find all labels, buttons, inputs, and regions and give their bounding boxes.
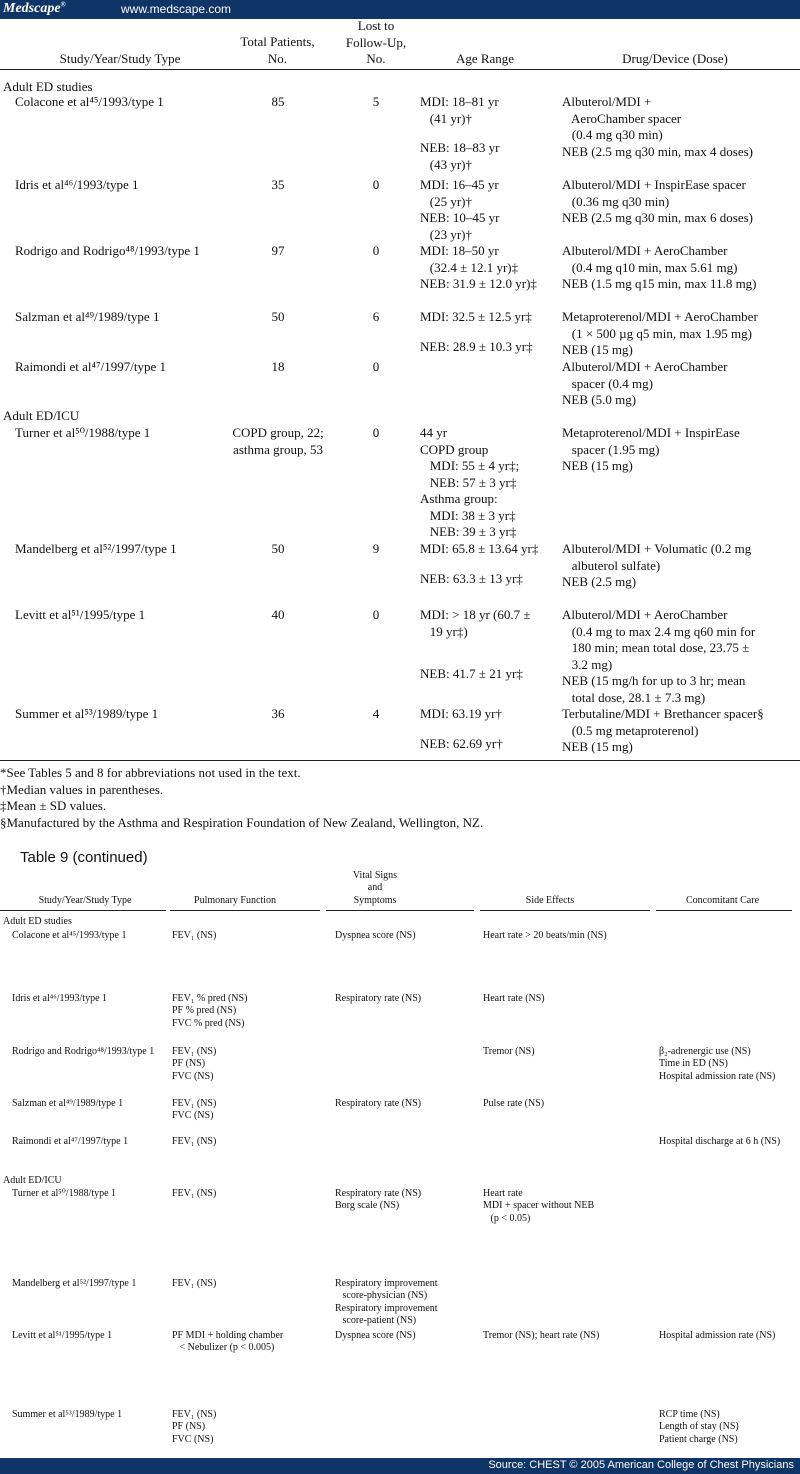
cell-vital (335, 1278, 437, 1328)
cell-drug-line: NEB (5.0 mg) (562, 392, 637, 407)
cell-pulm-line: FVC % pred (NS) (172, 1017, 245, 1029)
cell-pulm (172, 930, 216, 942)
cell-lost: 0 (372, 359, 380, 374)
group-label: Adult ED/ICU (3, 1175, 62, 1186)
cell-pulm (172, 1330, 283, 1355)
cell-age (420, 177, 499, 243)
cell-age-line: (23 yr)† (420, 226, 472, 242)
cell-drug-line: NEB (1.5 mg q15 min, max 11.8 mg) (562, 276, 757, 291)
header-divider (170, 910, 320, 911)
cell-care (659, 1409, 739, 1446)
cell-age-line: Asthma group: (420, 491, 498, 506)
cell-study: Summer et al⁵³/1989/type 1 (15, 706, 159, 721)
col-header-lost: Lost to Follow-Up, No. (345, 18, 407, 66)
cell-side-line: Pulse rate (NS) (483, 1098, 545, 1109)
cell-drug-line: 180 min; mean total dose, 23.75 ± (562, 640, 750, 655)
cell-age-line: COPD group (420, 441, 489, 457)
cell-drug-line: NEB (15 mg) (562, 342, 633, 357)
cell-pulm-line: FVC (NS) (172, 1070, 214, 1082)
cell-age-line: NEB: 63.3 ± 13 yr‡ (420, 570, 523, 586)
group-label: Adult ED studies (3, 916, 72, 927)
cell-age (420, 309, 533, 355)
cell-vital-line: score-physician (NS) (335, 1290, 428, 1302)
cell-total: 18 (271, 359, 285, 374)
cell-pulm (172, 1409, 216, 1446)
cell-drug-line: Albuterol/MDI + InspirEase spacer (562, 177, 746, 192)
cell-pulm (172, 1278, 216, 1290)
col-header-drug: Drug/Device (Dose) (622, 51, 728, 66)
cell-pulm-line: FEV₁ (NS) (172, 1046, 217, 1057)
cell-total: 85 (271, 94, 285, 109)
cell-drug-line: NEB (15 mg) (562, 739, 633, 754)
cell-age-line (420, 127, 499, 140)
cell-vital-line: Respiratory improvement (335, 1302, 438, 1314)
cell-age (420, 541, 538, 587)
cell-total: 40 (271, 607, 285, 622)
cell-vital-line: Dyspnea score (NS) (335, 930, 416, 941)
col-header-concomitant: Concomitant Care (685, 895, 760, 906)
cell-care (659, 1136, 780, 1148)
cell-study: Levitt et al⁵¹/1995/type 1 (12, 1330, 113, 1341)
cell-pulm (172, 993, 247, 1030)
cell-pulm-line: FEV₁ (NS) (172, 1409, 217, 1420)
cell-drug (562, 243, 757, 293)
cell-age (420, 425, 519, 541)
cell-age-line: NEB: 57 ± 3 yr‡ (420, 474, 517, 490)
cell-study: Colacone et al⁴⁵/1993/type 1 (12, 930, 127, 941)
cell-lost: 0 (372, 177, 380, 192)
cell-care-line: Hospital admission rate (NS) (659, 1070, 776, 1082)
cell-total: 50 (271, 541, 285, 556)
cell-care-line: Patient charge (NS) (659, 1433, 738, 1445)
cell-drug-line: albuterol sulfate) (562, 557, 661, 573)
cell-pulm-line: FEV₁ (NS) (172, 1098, 217, 1109)
cell-care-line: Length of stay (NS) (659, 1421, 739, 1433)
cell-study: Salzman et al⁴⁹/1989/type 1 (15, 309, 160, 324)
cell-side-line: MDI + spacer without NEB (483, 1200, 595, 1212)
cell-total: 35 (271, 177, 285, 192)
cell-age-line: MDI: 63.19 yr† (420, 706, 502, 721)
cell-care-line: β₂-adrenergic use (NS) (659, 1046, 751, 1057)
cell-age-line (420, 558, 538, 571)
medscape-logo: Medscape® (3, 0, 66, 16)
cell-study: Mandelberg et al⁵²/1997/type 1 (15, 541, 177, 556)
cell-total-line: COPD group, 22; (232, 425, 324, 440)
table-bottom-rule (0, 760, 800, 761)
cell-pulm-line: < Nebulizer (p < 0.005) (172, 1342, 275, 1354)
col-header-total: Total Patients, No. (240, 34, 315, 66)
header-divider (326, 910, 474, 911)
cell-age-line: MDI: 55 ± 4 yr‡; (420, 458, 520, 473)
cell-age-line: MDI: 18–81 yr (420, 94, 499, 109)
cell-study: Colacone et al⁴⁵/1993/type 1 (15, 94, 164, 109)
cell-vital-line: score-patient (NS) (335, 1315, 417, 1327)
cell-vital-line: Respiratory rate (NS) (335, 1098, 422, 1109)
cell-side-line: Tremor (NS) (483, 1046, 535, 1057)
cell-drug-line: total dose, 28.1 ± 7.3 mg) (562, 689, 706, 705)
cell-vital-line: Respiratory rate (NS) (335, 1188, 422, 1199)
cell-age-line: NEB: 18–83 yr (420, 140, 500, 155)
cell-side (483, 930, 607, 942)
cell-study: Levitt et al⁵¹/1995/type 1 (15, 607, 146, 622)
col-header-study: Study/Year/Study Type (38, 895, 132, 906)
cell-age-line: NEB: 31.9 ± 12.0 yr)‡ (420, 276, 537, 291)
cell-care (659, 1330, 775, 1342)
cell-care-line: Hospital discharge at 6 h (NS) (659, 1136, 781, 1147)
cell-drug (562, 706, 764, 756)
header-divider (656, 910, 792, 911)
footer-banner (0, 1458, 800, 1474)
cell-pulm-line: FEV₁ % pred (NS) (172, 993, 248, 1004)
cell-age-line: NEB: 28.9 ± 10.3 yr‡ (420, 338, 533, 354)
cell-pulm-line: FVC (NS) (172, 1433, 214, 1445)
cell-study: Summer et al⁵³/1989/type 1 (12, 1409, 123, 1420)
cell-age (420, 607, 531, 683)
cell-side (483, 1188, 594, 1225)
cell-drug-line: spacer (1.95 mg) (562, 441, 660, 457)
header-divider (0, 69, 800, 70)
cell-study: Raimondi et al⁴⁷/1997/type 1 (12, 1136, 129, 1147)
cell-drug-line: (0.4 mg q30 min) (562, 127, 663, 142)
cell-side (483, 1330, 599, 1342)
cell-pulm-line: PF MDI + holding chamber (172, 1330, 284, 1341)
cell-age-line: NEB: 39 ± 3 yr‡ (420, 524, 517, 539)
cell-drug-line: (0.36 mg q30 min) (562, 193, 670, 209)
cell-side-line: Tremor (NS); heart rate (NS) (483, 1330, 600, 1341)
cell-age-line: NEB: 10–45 yr (420, 210, 500, 225)
cell-drug-line: NEB (15 mg/h for up to 3 hr; mean (562, 673, 746, 688)
cell-study: Idris et al⁴⁶/1993/type 1 (12, 993, 108, 1004)
cell-study: Turner et al⁵⁰/1988/type 1 (15, 425, 151, 440)
col-header-age: Age Range (455, 51, 515, 66)
cell-pulm-line: PF (NS) (172, 1421, 206, 1433)
cell-total-line: asthma group, 53 (233, 441, 323, 457)
cell-drug-line: AeroChamber spacer (562, 110, 682, 126)
cell-vital (335, 993, 421, 1005)
cell-drug-line: (0.5 mg metaproterenol) (562, 722, 699, 738)
cell-drug-line: Albuterol/MDI + AeroChamber (562, 607, 728, 622)
cell-drug-line: 3.2 mg) (562, 656, 613, 672)
cell-drug-line: Metaproterenol/MDI + InspirEase (562, 425, 740, 440)
cell-age-line: MDI: > 18 yr (60.7 ± (420, 607, 531, 622)
cell-drug-line: Albuterol/MDI + Volumatic (0.2 mg (562, 541, 752, 556)
cell-pulm (172, 1098, 216, 1123)
cell-age-line (420, 653, 531, 666)
cell-pulm (172, 1136, 216, 1148)
cell-drug-line: (0.4 mg to max 2.4 mg q60 min for (562, 623, 756, 639)
cell-age-line (420, 723, 503, 736)
cell-age-line: (32.4 ± 12.1 yr)‡ (420, 259, 519, 275)
cell-total: 50 (271, 309, 285, 324)
cell-side-line: Heart rate (NS) (483, 993, 545, 1004)
cell-vital (335, 930, 416, 942)
cell-lost: 4 (372, 706, 380, 721)
cell-care-line: Time in ED (NS) (659, 1058, 728, 1070)
cell-vital (335, 1188, 421, 1213)
cell-age (420, 706, 503, 752)
cell-study: Mandelberg et al⁵²/1997/type 1 (12, 1278, 137, 1289)
cell-study: Rodrigo and Rodrigo⁴⁸/1993/type 1 (12, 1046, 155, 1057)
cell-total: 97 (271, 243, 285, 258)
cell-drug (562, 541, 751, 591)
header-divider (480, 910, 650, 911)
cell-care-line: Hospital admission rate (NS) (659, 1330, 776, 1341)
cell-side (483, 993, 545, 1005)
cell-study: Raimondi et al⁴⁷/1997/type 1 (15, 359, 166, 374)
cell-total (228, 425, 328, 458)
cell-vital-line: Dyspnea score (NS) (335, 1330, 416, 1341)
cell-drug (562, 309, 758, 359)
cell-drug-line: Terbutaline/MDI + Brethancer spacer§ (562, 706, 764, 721)
cell-pulm-line: PF (NS) (172, 1058, 206, 1070)
cell-care-line: RCP time (NS) (659, 1409, 720, 1420)
cell-drug (562, 607, 755, 706)
cell-vital-line: Borg scale (NS) (335, 1200, 400, 1212)
cell-pulm (172, 1188, 216, 1200)
table-caption: Table 9 (continued) (20, 849, 148, 866)
cell-drug-line: NEB (2.5 mg q30 min, max 6 doses) (562, 210, 754, 225)
cell-pulm-line: FEV₁ (NS) (172, 1278, 217, 1289)
cell-drug-line: spacer (0.4 mg) (562, 375, 653, 391)
cell-drug-line: NEB (15 mg) (562, 458, 633, 473)
col-header-vital: Vital Signs and Symptoms (352, 870, 398, 906)
cell-lost: 5 (372, 94, 380, 109)
cell-age-line: MDI: 65.8 ± 13.64 yr‡ (420, 541, 539, 556)
cell-drug-line: NEB (2.5 mg) (562, 574, 637, 589)
col-header-pulmonary: Pulmonary Function (194, 895, 276, 906)
col-header-study: Study/Year/Study Type (59, 51, 181, 66)
source-credit: Source: CHEST © 2005 American College of Chest Physicians (488, 1459, 794, 1471)
cell-care (659, 1046, 775, 1083)
cell-vital-line: Respiratory improvement (335, 1278, 438, 1289)
cell-study: Rodrigo and Rodrigo⁴⁸/1993/type 1 (15, 243, 200, 258)
cell-drug-line: Metaproterenol/MDI + AeroChamber (562, 309, 758, 324)
cell-age-line: MDI: 38 ± 3 yr‡ (420, 507, 516, 523)
cell-side-line: (p < 0.05) (483, 1212, 531, 1224)
cell-drug-line: NEB (2.5 mg q30 min, max 4 doses) (562, 143, 754, 159)
col-header-side-effects: Side Effects (525, 895, 575, 906)
cell-age-line: 19 yr‡) (420, 623, 468, 639)
cell-pulm-line: PF % pred (NS) (172, 1005, 237, 1017)
cell-study: Turner et al⁵⁰/1988/type 1 (12, 1188, 117, 1199)
group-label: Adult ED/ICU (3, 408, 80, 423)
cell-study: Idris et al⁴⁶/1993/type 1 (15, 177, 139, 192)
cell-drug-line: Albuterol/MDI + (562, 94, 652, 109)
cell-age-line (420, 640, 531, 653)
cell-drug (562, 177, 753, 227)
group-label: Adult ED studies (3, 79, 93, 94)
cell-side-line: Heart rate (483, 1188, 523, 1199)
cell-age-line (420, 326, 533, 339)
cell-age (420, 94, 499, 173)
cell-side-line: Heart rate > 20 beats/min (NS) (483, 930, 607, 941)
cell-total: 36 (271, 706, 285, 721)
cell-drug-line: (0.4 mg q10 min, max 5.61 mg) (562, 259, 738, 275)
cell-age-line: MDI: 16–45 yr (420, 177, 499, 192)
cell-drug-line: Albuterol/MDI + AeroChamber (562, 359, 728, 374)
cell-age-line: (25 yr)† (420, 193, 472, 209)
cell-side (483, 1046, 535, 1058)
cell-drug-line: (1 × 500 µg q5 min, max 1.95 mg) (562, 325, 752, 341)
top-banner (0, 0, 800, 19)
cell-vital-line: Respiratory rate (NS) (335, 993, 422, 1004)
site-url[interactable]: www.medscape.com (121, 2, 232, 16)
cell-age-line: MDI: 32.5 ± 12.5 yr‡ (420, 309, 532, 324)
cell-lost: 6 (372, 309, 380, 324)
footnotes: *See Tables 5 and 8 for abbreviations not used in the text. †Median values in parentheses. ‡Mean ± SD values. §Manufactured by the Asthma and Respiration Foundation of New Zealand, Wellington, NZ. (0, 765, 484, 830)
cell-age-line: NEB: 62.69 yr† (420, 735, 503, 751)
cell-lost: 0 (372, 243, 380, 258)
cell-study: Salzman et al⁴⁹/1989/type 1 (12, 1098, 124, 1109)
cell-pulm-line: FEV₁ (NS) (172, 1188, 217, 1199)
cell-age (420, 243, 537, 293)
cell-pulm (172, 1046, 216, 1083)
cell-age-line: NEB: 41.7 ± 21 yr‡ (420, 666, 523, 681)
cell-pulm-line: FVC (NS) (172, 1110, 214, 1122)
cell-vital (335, 1098, 421, 1110)
cell-age-line: (41 yr)† (420, 110, 472, 126)
cell-age-line: 44 yr (420, 425, 448, 440)
cell-drug (562, 425, 740, 475)
cell-pulm-line: FEV₁ (NS) (172, 1136, 217, 1147)
cell-lost: 0 (372, 425, 380, 440)
cell-lost: 0 (372, 607, 380, 622)
cell-drug (562, 94, 753, 160)
cell-side (483, 1098, 544, 1110)
cell-age-line: (43 yr)† (420, 156, 472, 172)
cell-age-line: MDI: 18–50 yr (420, 243, 499, 258)
cell-vital (335, 1330, 416, 1342)
cell-pulm-line: FEV₁ (NS) (172, 930, 217, 941)
header-divider (0, 910, 166, 911)
cell-drug (562, 359, 727, 409)
cell-drug-line: Albuterol/MDI + AeroChamber (562, 243, 728, 258)
cell-lost: 9 (372, 541, 380, 556)
